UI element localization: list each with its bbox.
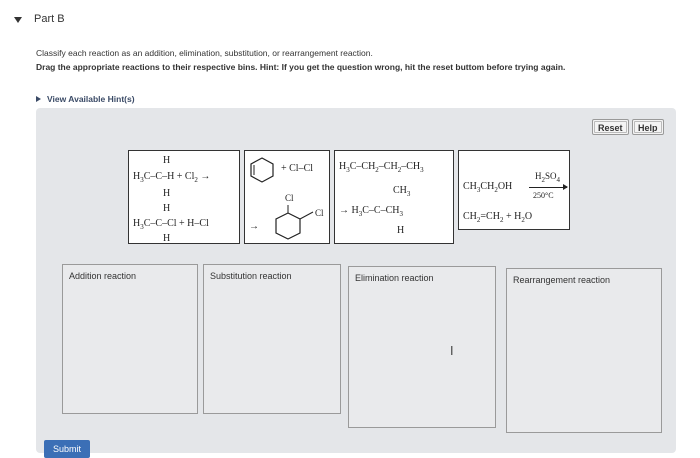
i-beam-cursor-icon: I (450, 344, 454, 358)
card2-cl-sub: Cl (315, 208, 324, 218)
card4-catalyst: $H_2SO_4$ (535, 171, 561, 184)
bin-label: Addition reaction (69, 271, 137, 281)
card2-reagent: + Cl–Cl (281, 163, 314, 174)
card3-ch3-branch: $CH_3$ (393, 185, 411, 198)
help-button[interactable]: Help (632, 119, 664, 135)
cyclohexene-ring-icon (247, 155, 277, 183)
card2-cl-top: Cl (285, 193, 294, 203)
card2-arrow: → (249, 221, 259, 232)
submit-button[interactable]: Submit (44, 440, 90, 458)
card1-h-mid1: H (163, 188, 171, 199)
bin-rearrangement[interactable] (506, 268, 662, 433)
card4-temperature: 250°C (533, 191, 554, 200)
reaction-card-ethanol-dehydration[interactable] (458, 150, 570, 230)
caret-right-icon (36, 96, 41, 102)
bin-label: Elimination reaction (355, 273, 434, 283)
bin-addition[interactable] (62, 264, 198, 414)
card1-h-mid2: H (163, 203, 171, 214)
card1-product: $H_3C-C-Cl + H-Cl$ (133, 218, 209, 231)
reaction-card-cyclohexene-chlorination[interactable] (244, 150, 330, 244)
reaction-card-butane-isomerization[interactable] (334, 150, 454, 244)
instruction-line-2: Drag the appropriate reactions to their respective bins. Hint: If you get the question wrong, hit the reset buttom before trying again. (36, 62, 566, 72)
card4-reaction-arrow (529, 187, 567, 188)
reset-button[interactable]: Reset (592, 119, 629, 135)
part-title: Part B (34, 13, 65, 25)
card3-h-bot: H (397, 225, 405, 236)
bin-substitution[interactable] (203, 264, 341, 414)
bin-label: Rearrangement reaction (513, 275, 611, 285)
dichlorocyclohexane-ring-icon (271, 203, 325, 243)
card1-reactant: $H_3C-C-H + Cl_2$ → (133, 171, 211, 184)
card3-product: → $H_3C-C-CH_3$ (339, 205, 403, 218)
bin-label: Substitution reaction (210, 271, 292, 281)
view-hints-label: View Available Hint(s) (47, 94, 135, 104)
instruction-line-1: Classify each reaction as an addition, elimination, substitution, or rearrangement reaction. (36, 48, 373, 58)
card1-h-bot: H (163, 233, 171, 244)
arrow-head-icon (563, 184, 568, 190)
card4-reactant: $CH_3CH_2OH$ (463, 181, 513, 194)
view-hints-link[interactable] (36, 94, 135, 104)
card1-h-top: H (163, 155, 171, 166)
bin-elimination[interactable] (348, 266, 496, 428)
card4-products: $CH_2=CH_2 + H_2O$ (463, 211, 533, 224)
card3-reactant: $H_3C-CH_2-CH_2-CH_3$ (339, 161, 424, 174)
collapse-caret-icon[interactable] (14, 17, 22, 23)
reaction-card-ethane-chlorination[interactable] (128, 150, 240, 244)
